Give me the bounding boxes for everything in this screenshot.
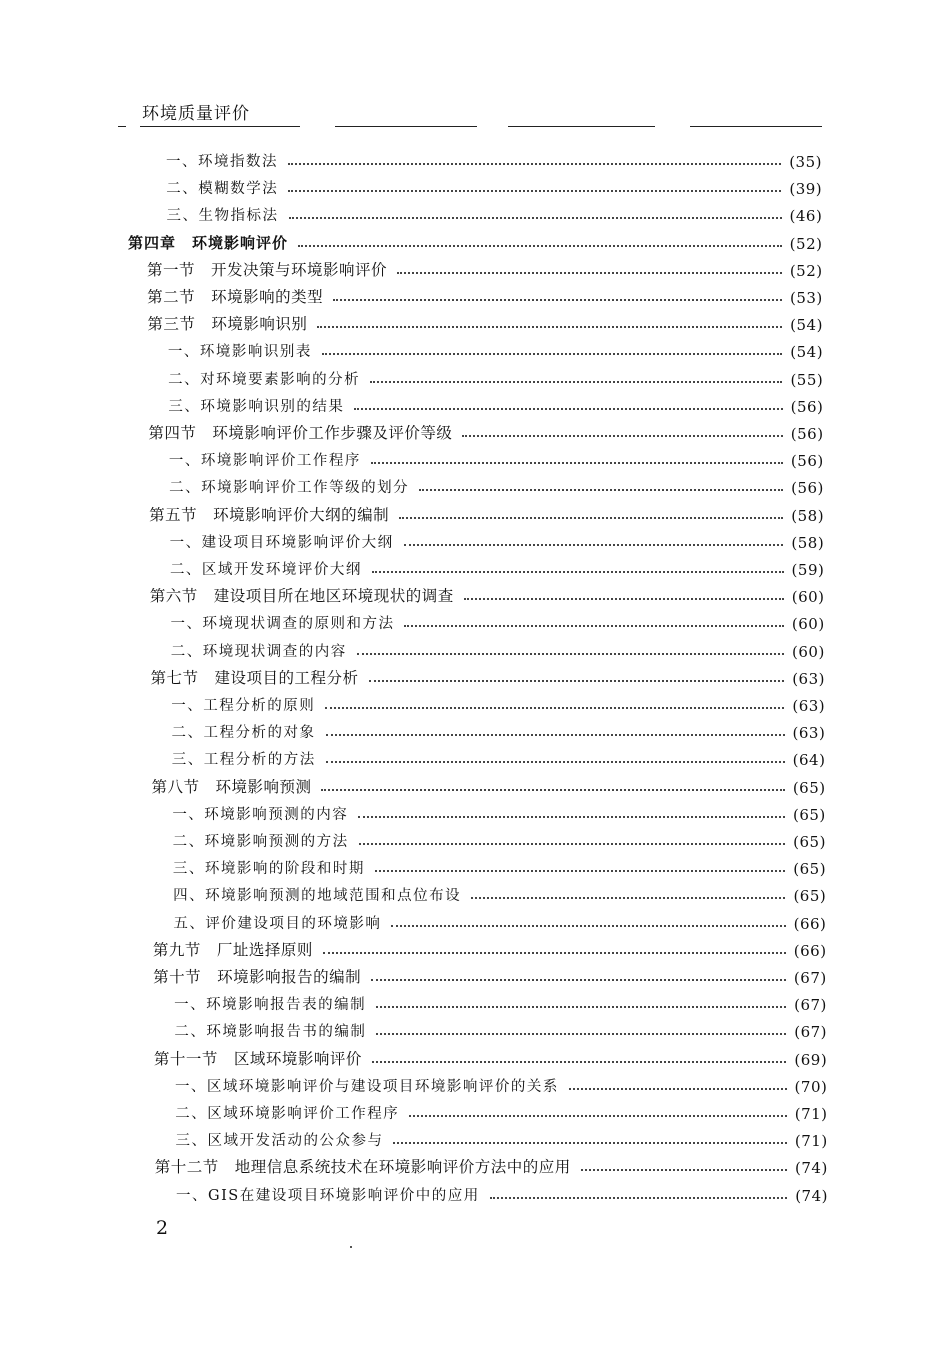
toc-section [153,933,827,960]
toc-leader-dots [357,653,784,655]
toc-label: 一、环境指数法 [166,154,278,170]
toc-page-number: (67) [793,969,827,987]
toc-leader-dots [317,326,782,328]
toc-page-number: (56) [790,397,824,416]
toc-item [174,987,827,1014]
header-title: 环境质量评价 [142,104,250,124]
toc-leader-dots [321,789,784,791]
toc-label: 二、工程分析的对象 [171,725,316,742]
toc-leader-dots [326,734,785,736]
toc-label: 二、区域开发环境评价大纲 [169,562,362,578]
toc-page-number: (65) [793,833,826,851]
toc-page-number: (66) [793,914,827,933]
toc-label: 一、环境影响报告表的编制 [174,997,367,1014]
toc-page-number: (70) [794,1077,828,1096]
toc-section [149,498,824,525]
toc-leader-dots [369,680,785,682]
toc-label: 一、建设项目环境影响评价大纲 [169,534,394,551]
toc-label: 一、环境影响预测的内容 [172,806,349,823]
toc-leader-dots [462,435,782,437]
toc-label: 一、工程分析的原则 [171,698,316,714]
toc-leader-dots [376,1033,786,1035]
toc-page-number: (52) [789,234,823,253]
toc-chapter [128,226,822,253]
toc-leader-dots [359,843,786,845]
toc-item [175,1123,827,1150]
toc-leader-dots [354,408,782,410]
toc-section [151,661,826,688]
toc-label: 二、环境影响评价工作等级的划分 [169,480,410,497]
toc-page-number: (66) [793,941,827,960]
header-rule [690,126,822,127]
toc-page-number: (74) [795,1159,828,1178]
toc-leader-dots [358,816,785,818]
toc-leader-dots [464,598,784,600]
toc-item [167,198,823,225]
toc-leader-dots [289,217,782,219]
toc-leader-dots [404,544,784,546]
toc-page-number: (60) [792,642,825,661]
toc-leader-dots [376,1006,786,1008]
toc-page-number: (67) [794,996,827,1015]
toc-section [150,579,825,606]
toc-page-number: (52) [789,261,823,280]
toc-item [170,525,825,552]
toc-item [166,144,822,171]
toc-page-number: (59) [791,561,825,579]
toc-item [168,362,823,389]
toc-leader-dots [333,299,782,301]
toc-page-number: (67) [794,1023,828,1042]
toc-leader-dots [397,272,782,274]
toc-label: 第四节 环境影响评价工作步骤及评价等级 [148,424,453,442]
toc-label: 一、GIS在建设项目环境影响评价中的应用 [176,1187,480,1204]
toc-page-number: (63) [792,724,826,743]
header-rule [140,126,300,127]
toc-item [166,171,822,198]
header-rule [335,126,477,127]
toc-leader-dots [419,489,783,491]
toc-leader-dots [372,571,784,573]
toc-page-number: (58) [791,533,825,552]
toc-item [169,443,824,470]
toc-leader-dots [391,925,785,927]
toc-page-number: (65) [793,887,827,906]
toc-section [154,1042,827,1069]
toc-leader-dots [569,1088,787,1090]
toc-item [168,334,823,361]
toc-item [173,906,826,933]
toc-leader-dots [581,1169,787,1171]
toc-label: 一、环境现状调查的原则和方法 [170,616,395,633]
toc-section [147,307,823,334]
toc-leader-dots [298,245,782,247]
scan-speck [350,1246,352,1248]
toc-leader-dots [371,979,786,981]
header-rule [508,126,655,127]
toc-label: 二、环境影响报告书的编制 [174,1024,367,1041]
toc-label: 第十节 环境影响报告的编制 [153,968,362,986]
toc-section [147,280,823,307]
toc-page-number: (63) [792,697,826,715]
toc-label: 第三节 环境影响识别 [147,315,308,334]
toc-leader-dots [370,381,782,383]
toc-item [174,1014,827,1041]
toc-label: 一、环境影响评价工作程序 [168,453,361,470]
toc-leader-dots [393,1142,786,1144]
toc-label: 一、区域环境影响评价与建设项目环境影响评价的关系 [174,1078,559,1095]
toc-label: 第十一节 区域环境影响评价 [153,1049,362,1068]
toc-page-number: (35) [789,153,822,171]
toc-page-number: (46) [789,207,823,226]
toc-page-number: (65) [792,805,826,824]
toc-page-number: (64) [792,751,826,770]
toc-item [171,634,825,661]
toc-item [175,1069,827,1096]
toc-page-number: (74) [795,1186,828,1205]
toc-label: 三、环境影响识别的结果 [168,398,345,415]
toc-item [172,797,825,824]
toc-label: 第七节 建设项目的工程分析 [150,668,359,687]
page-number: 2 [156,1217,169,1239]
toc-item [175,1096,827,1123]
toc-section [147,253,823,280]
toc-item [172,715,826,742]
toc-label: 第四章 环境影响评价 [128,233,289,252]
toc-item [176,1178,828,1205]
toc-item [172,742,826,769]
toc-page-number: (58) [791,506,825,525]
toc-leader-dots [409,1115,787,1117]
toc-label: 第五节 环境影响评价大纲的编制 [149,505,390,524]
toc-leader-dots [404,625,783,627]
toc-label: 第十二节 地理信息系统技术在环境影响评价方法中的应用 [154,1158,571,1177]
toc-label: 三、生物指标法 [166,208,279,225]
toc-page-number: (63) [792,669,825,688]
toc-leader-dots [323,952,786,954]
toc-label: 二、模糊数学法 [166,181,279,198]
toc-page-number: (65) [793,860,827,879]
toc-leader-dots [371,462,783,464]
toc-page-number: (69) [794,1050,828,1069]
toc-page-number: (54) [790,343,824,362]
toc-label: 二、环境影响预测的方法 [172,834,349,850]
toc-label: 三、工程分析的方法 [171,752,316,769]
toc-label: 二、对环境要素影响的分析 [168,371,361,388]
toc-label: 一、环境影响识别表 [167,344,312,361]
toc-page-number: (71) [794,1105,828,1123]
toc-page-number: (60) [791,588,825,607]
toc-section [151,770,825,797]
header-rule [118,126,126,127]
toc-page-number: (56) [790,425,824,443]
toc-item [170,606,824,633]
toc-leader-dots [375,870,785,872]
toc-page-number: (60) [791,615,825,634]
toc-leader-dots [288,190,781,192]
toc-label: 五、评价建设项目的环境影响 [173,915,382,932]
toc-leader-dots [372,1061,787,1063]
toc-page-number: (54) [790,316,823,335]
toc-label: 四、环境影响预测的地域范围和点位布设 [173,888,462,905]
toc-label: 第一节 开发决策与环境影响评价 [146,260,387,279]
toc-label: 第六节 建设项目所在地区环境现状的调查 [149,587,454,606]
toc-leader-dots [288,163,781,165]
toc-page-number: (53) [789,289,823,307]
toc-label: 第九节 厂址选择原则 [152,940,313,959]
toc-leader-dots [490,1197,787,1199]
toc-item [170,552,824,579]
toc-label: 第八节 环境影响预测 [151,777,312,796]
toc-section [153,960,827,987]
toc-label: 二、环境现状调查的内容 [170,643,347,660]
toc-leader-dots [325,707,784,709]
toc-item [173,878,826,905]
toc-item [173,824,826,851]
toc-section [155,1150,828,1177]
toc-page-number: (39) [789,180,823,199]
toc-label: 第二节 环境影响的类型 [147,288,324,306]
toc-leader-dots [326,761,785,763]
toc-page-number: (71) [794,1132,828,1151]
toc-page-number: (56) [790,452,824,471]
toc-item [173,851,826,878]
toc-leader-dots [322,353,782,355]
toc-page-number: (65) [792,778,826,797]
toc-section [148,416,823,443]
toc-leader-dots [399,517,783,519]
toc-item [169,470,824,497]
toc-page-number: (56) [791,479,824,498]
toc-leader-dots [471,897,785,899]
toc-label: 三、环境影响的阶段和时期 [172,861,365,878]
toc-item [171,688,825,715]
toc-label: 二、区域环境影响评价工作程序 [175,1106,400,1122]
toc-label: 三、区域开发活动的公众参与 [175,1133,384,1150]
toc-page-number: (55) [790,370,824,389]
toc-item [168,389,823,416]
